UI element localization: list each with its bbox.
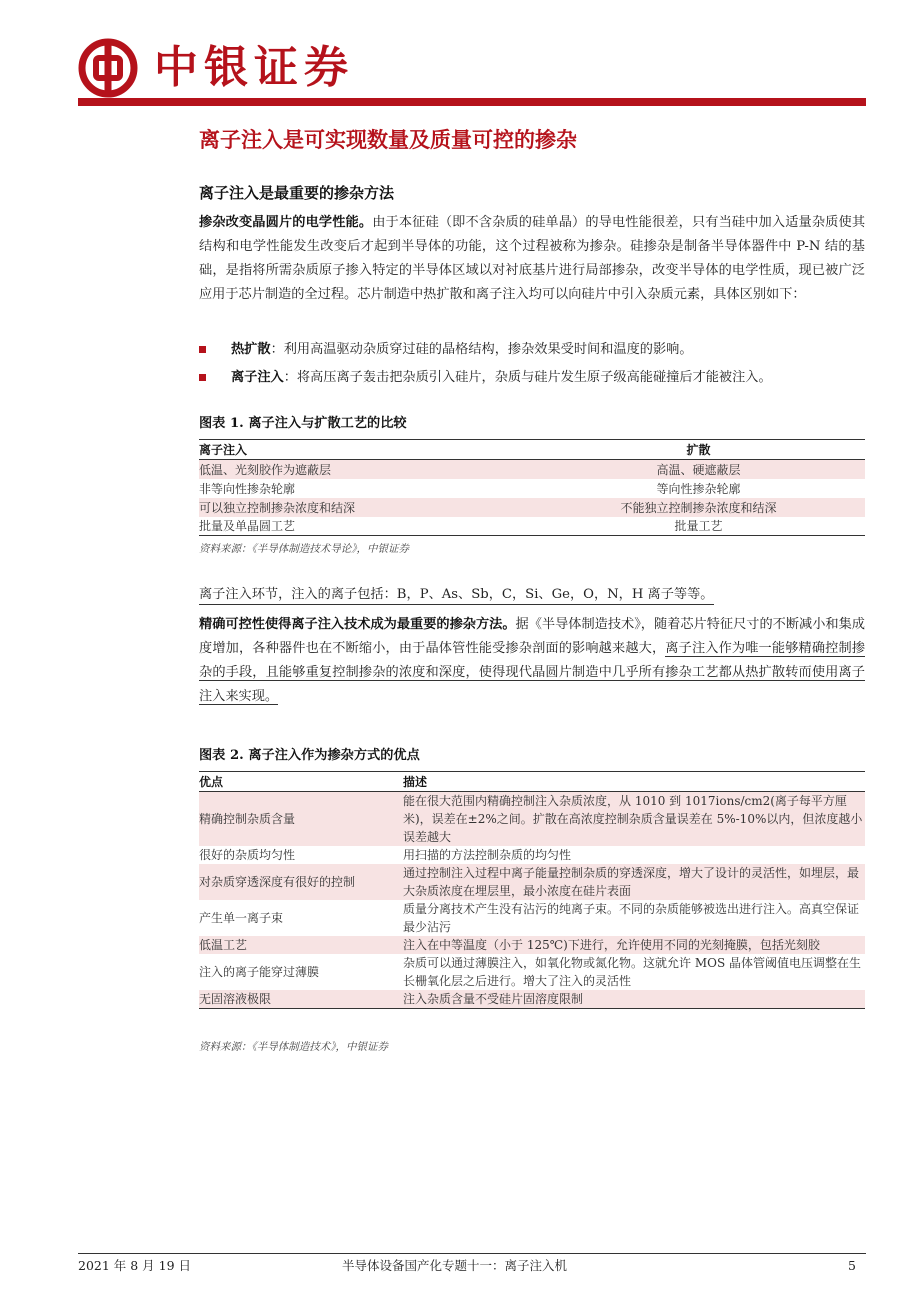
brand-name: 中银证券 <box>154 42 354 93</box>
footer-title: 半导体设备国产化专题十一：离子注入机 <box>342 1258 568 1273</box>
header-divider <box>78 98 866 106</box>
paragraph-body: 离子注入环节，注入的离子包括：B，P、As、Sb，C，Si、Ge，O，N，H 离子等等。 <box>199 587 714 605</box>
paragraph-doping <box>199 211 865 307</box>
table-header-row <box>199 772 865 792</box>
bullet-lead: 离子注入 <box>231 370 284 385</box>
square-bullet-icon <box>199 374 206 381</box>
footer-divider <box>78 1253 866 1254</box>
table-cell: 非等向性掺杂轮廓 <box>199 481 296 496</box>
table-cell: 不能独立控制掺杂浓度和结深 <box>532 498 865 517</box>
list-item <box>199 364 865 392</box>
table-cell: 能在很大范围内精确控制注入杂质浓度，从 1010 到 1017ions/cm2(离子每平方厘米)，误差在±2%之间。扩散在高浓度控制杂质含量误差在 5%-10%以内，但浓度越小误差越大 <box>403 792 865 847</box>
advantages-table <box>199 771 865 1009</box>
figure1-source: 资料来源：《半导体制造技术导论》，中银证券 <box>199 543 409 555</box>
table-row <box>199 479 865 498</box>
column-header: 优点 <box>199 772 403 792</box>
paragraph-underlined: 离子注入作为唯一能够精确控制掺杂的手段，且能够重复控制掺杂的浓度和深度，使得现代晶圆片制造中几乎所有掺杂工艺都从热扩散转而使用离子注入来实现。 <box>199 641 866 704</box>
table-cell: 可以独立控制掺杂浓度和结深 <box>199 498 532 517</box>
paragraph-ion-types <box>199 583 865 607</box>
table-row <box>199 498 865 517</box>
table-cell: 通过控制注入过程中离子能量控制杂质的穿透深度，增大了设计的灵活性，如埋层，最大杂质浓度在埋层里，最小浓度在硅片表面 <box>403 864 865 900</box>
paragraph-body: 由于本征硅（即不含杂质的硅单晶）的导电性能很差，只有当硅中加入适量杂质使其结构和电学性能发生改变后才起到半导体的功能，这个过程被称为掺杂。硅掺杂是制备半导体器件中 P-N 结的基础，是指将所需杂质原子掺入特定的半导体区域以对衬底基片进行局部掺杂，改变半导体的电学性质，现已被广泛应用于芯片制造的全过程。芯片制造中热扩散和离子注入均可以向硅片中引入杂质元素，具体区别如下： <box>199 215 866 302</box>
table-cell: 产生单一离子束 <box>199 911 284 925</box>
figure1-title: 图表 1. 离子注入与扩散工艺的比较 <box>199 416 407 431</box>
table-row <box>199 900 865 936</box>
list-item <box>199 336 865 364</box>
page-header <box>78 36 868 106</box>
table-header-row <box>199 440 865 460</box>
column-header: 扩散 <box>532 440 865 460</box>
table-cell: 精确控制杂质含量 <box>199 792 403 847</box>
bullet-body: ：利用高温驱动杂质穿过硅的晶格结构，掺杂效果受时间和温度的影响。 <box>270 342 693 357</box>
paragraph-lead: 掺杂改变晶圆片的电学性能。 <box>199 215 373 230</box>
comparison-table <box>199 439 865 536</box>
paragraph-precision <box>199 613 865 709</box>
page-number: 5 <box>848 1258 856 1273</box>
footer-date: 2021 年 8 月 19 日 <box>78 1258 192 1273</box>
column-header: 描述 <box>403 772 865 792</box>
table-cell: 杂质可以通过薄膜注入，如氧化物或氮化物。这就允许 MOS 晶体管阈值电压调整在生长栅氧化层之后进行。增大了注入的灵活性 <box>403 956 861 988</box>
bullet-lead: 热扩散 <box>231 342 271 357</box>
table-cell: 质量分离技术产生没有沾污的纯离子束。不同的杂质能够被选出进行注入。高真空保证最少沾污 <box>403 902 860 934</box>
table-cell: 等向性掺杂轮廓 <box>656 481 741 496</box>
bullet-body: ：将高压离子轰击把杂质引入硅片，杂质与硅片发生原子级高能碰撞后才能被注入。 <box>283 370 772 385</box>
table-cell: 用扫描的方法控制杂质的均匀性 <box>403 848 572 862</box>
square-bullet-icon <box>199 346 206 353</box>
table-cell: 低温、光刻胶作为遮蔽层 <box>199 460 532 479</box>
bullet-list <box>199 336 865 392</box>
paragraph-body: 据《半导体制造技术》，随着芯片特征尺寸的不断减小和集成度增加，各种器件也在不断缩小，由于晶体管性能受掺杂剖面的影响越来越大， <box>199 617 865 656</box>
bank-of-china-logo-icon <box>78 38 138 98</box>
table-cell: 低温工艺 <box>199 936 403 954</box>
figure2-title: 图表 2. 离子注入作为掺杂方式的优点 <box>199 748 420 763</box>
table-row <box>199 936 865 954</box>
section-title: 离子注入是最重要的掺杂方法 <box>199 184 395 202</box>
table-cell: 高温、硬遮蔽层 <box>532 460 865 479</box>
table-row <box>199 460 865 479</box>
table-row <box>199 864 865 900</box>
table-row <box>199 846 865 864</box>
table-cell: 注入的离子能穿过薄膜 <box>199 965 320 979</box>
table-cell: 批量及单晶圆工艺 <box>199 517 532 536</box>
table-row <box>199 954 865 990</box>
table-cell: 无固溶液极限 <box>199 990 403 1009</box>
table-cell: 注入杂质含量不受硅片固溶度限制 <box>403 990 865 1009</box>
table-cell: 批量工艺 <box>532 517 865 536</box>
page-title: 离子注入是可实现数量及质量可控的掺杂 <box>199 128 577 152</box>
table-cell: 很好的杂质均匀性 <box>199 848 296 862</box>
table-row <box>199 990 865 1009</box>
paragraph-lead: 精确可控性使得离子注入技术成为最重要的掺杂方法。 <box>199 617 516 632</box>
figure2-source: 资料来源：《半导体制造技术》，中银证券 <box>199 1041 388 1053</box>
column-header: 离子注入 <box>199 440 532 460</box>
table-row <box>199 517 865 536</box>
table-cell: 对杂质穿透深度有很好的控制 <box>199 864 403 900</box>
table-cell: 注入在中等温度（小于 125℃)下进行，允许使用不同的光刻掩膜，包括光刻胶 <box>403 936 865 954</box>
table-row <box>199 792 865 847</box>
